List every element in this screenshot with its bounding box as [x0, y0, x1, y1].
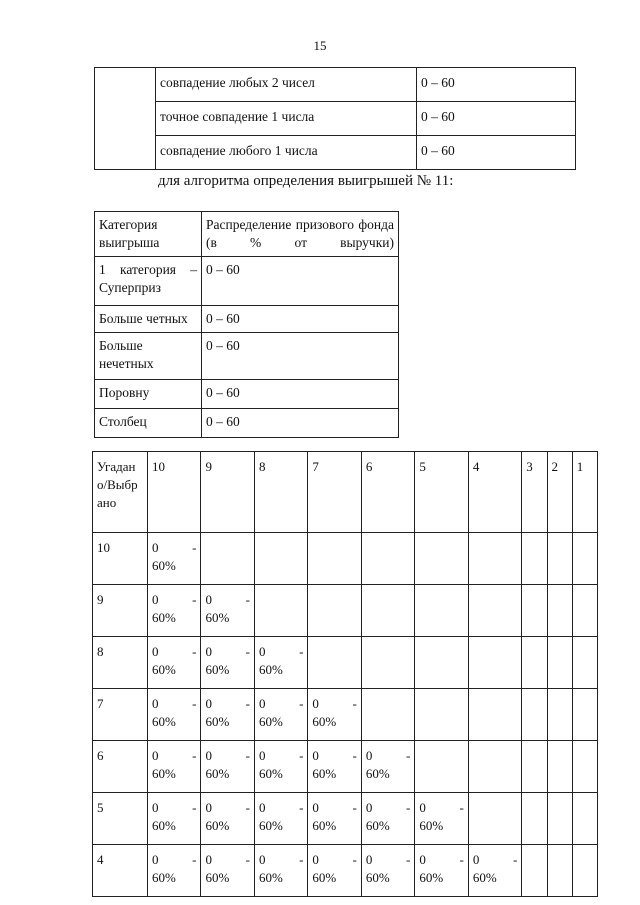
- cell-dash: -: [512, 852, 518, 867]
- matrix-value-cell: [415, 845, 468, 897]
- matrix-empty-cell: [547, 533, 572, 585]
- matrix-empty-cell: [468, 637, 521, 689]
- cell-end: 60%: [205, 610, 230, 625]
- table-row: [95, 409, 399, 438]
- table-row: [95, 102, 576, 136]
- cell-start: 0: [205, 696, 212, 711]
- matrix-row-header: 10: [93, 533, 148, 585]
- matrix-empty-cell: [308, 533, 361, 585]
- cell-dash: -: [459, 800, 464, 815]
- matrix-corner: Угадано/Выбрано: [93, 452, 148, 533]
- cell-end: 60%: [205, 870, 230, 885]
- matrix-value-cell: [201, 585, 254, 637]
- matrix-empty-cell: [468, 793, 521, 845]
- cell-dash: -: [352, 852, 357, 867]
- cell-start: 0: [205, 644, 212, 659]
- matrix-value-cell: [468, 845, 521, 897]
- cell-dash: -: [192, 800, 197, 815]
- cell-dash: -: [352, 696, 357, 711]
- cell-end: 60%: [312, 818, 337, 833]
- value-cell: 0 – 60: [202, 306, 399, 333]
- cell-dash: -: [192, 644, 197, 659]
- cell-start: 0: [258, 800, 266, 815]
- cell-dash: -: [352, 748, 357, 763]
- matrix-empty-cell: [572, 741, 597, 793]
- matrix-empty-cell: [308, 585, 361, 637]
- matrix-empty-cell: [572, 793, 597, 845]
- matrix-value-cell: [148, 793, 201, 845]
- matrix-value-cell: [308, 845, 361, 897]
- table-row: [93, 533, 598, 585]
- cell-dash: -: [406, 852, 411, 867]
- matrix-value-cell: [201, 689, 254, 741]
- cell-start: 0: [152, 644, 159, 659]
- matrix-row-header: 8: [93, 637, 148, 689]
- matrix-empty-cell: [415, 741, 468, 793]
- category-cell: Больше нечетных: [95, 333, 202, 380]
- cell-start: 0: [258, 852, 266, 867]
- cell-start: 0: [365, 800, 373, 815]
- matrix-row-header: 7: [93, 689, 148, 741]
- cell-dash: -: [192, 748, 197, 763]
- matrix-empty-cell: [522, 585, 547, 637]
- matrix-column-header: 4: [468, 452, 521, 533]
- matrix-value-cell: [254, 689, 307, 741]
- matrix-empty-cell: [415, 637, 468, 689]
- cell-start: 0: [312, 748, 319, 763]
- matrix-value-cell: [148, 533, 201, 585]
- cell-end: 60%: [365, 870, 390, 885]
- matrix-empty-cell: [415, 585, 468, 637]
- matrix-empty-cell: [572, 689, 597, 741]
- matrix-column-header: 7: [308, 452, 361, 533]
- table-row: [93, 637, 598, 689]
- matrix-value-cell: [308, 793, 361, 845]
- matrix-empty-cell: [547, 793, 572, 845]
- cell-end: 60%: [152, 766, 176, 781]
- cell-start: 0: [258, 748, 266, 763]
- cell-dash: -: [245, 748, 250, 763]
- table-row: [93, 741, 598, 793]
- matrix-value-cell: [148, 845, 201, 897]
- cell-start: 0: [152, 592, 159, 607]
- matrix-empty-cell: [522, 741, 547, 793]
- matrix-empty-cell: [572, 845, 597, 897]
- cell-end: 60%: [472, 870, 497, 885]
- cell-dash: -: [245, 696, 250, 711]
- cell-end: 60%: [152, 558, 176, 573]
- matrix-column-header: 6: [361, 452, 414, 533]
- value-cell: 0 – 60: [202, 380, 399, 409]
- cell-end: 60%: [312, 766, 337, 781]
- matrix-row-header: 4: [93, 845, 148, 897]
- category-cell: Столбец: [95, 409, 202, 438]
- matrix-empty-cell: [547, 689, 572, 741]
- matrix-empty-cell: [572, 533, 597, 585]
- table-row: [95, 257, 399, 306]
- matrix-value-cell: [308, 741, 361, 793]
- matrix-empty-cell: [522, 637, 547, 689]
- matrix-row-header: 5: [93, 793, 148, 845]
- cell-end: 60%: [258, 714, 283, 729]
- cell-start: 0: [152, 748, 159, 763]
- guessed-chosen-matrix: [92, 451, 598, 897]
- matrix-empty-cell: [522, 533, 547, 585]
- matrix-empty-cell: [547, 741, 572, 793]
- cell-end: 60%: [312, 870, 337, 885]
- cell-start: 0: [312, 852, 319, 867]
- cell-dash: -: [406, 748, 411, 763]
- cell-start: 0: [152, 540, 159, 555]
- cell-end: 60%: [205, 766, 230, 781]
- cell-dash: -: [299, 800, 304, 815]
- cell-dash: -: [192, 696, 197, 711]
- category-cell: Больше четных: [95, 306, 202, 333]
- cell-dash: -: [245, 644, 250, 659]
- category-cell: Поровну: [95, 380, 202, 409]
- cell-start: 0: [419, 852, 426, 867]
- cell-dash: -: [192, 592, 197, 607]
- cell-start: 0: [205, 592, 212, 607]
- matrix-value-cell: [201, 741, 254, 793]
- table1-value: 0 – 60: [417, 102, 576, 136]
- cell-start: 0: [312, 696, 319, 711]
- table-row: [95, 68, 576, 102]
- value-cell: 0 – 60: [202, 257, 399, 306]
- matrix-value-cell: [361, 793, 414, 845]
- cell-start: 0: [312, 800, 319, 815]
- table-row: [93, 689, 598, 741]
- matrix-value-cell: [148, 741, 201, 793]
- matrix-empty-cell: [547, 845, 572, 897]
- table1-value: 0 – 60: [417, 136, 576, 170]
- cell-end: 60%: [258, 662, 283, 677]
- empty-cell: [95, 68, 156, 170]
- cell-end: 60%: [152, 662, 176, 677]
- cell-dash: -: [299, 696, 304, 711]
- matrix-empty-cell: [468, 689, 521, 741]
- cell-dash: -: [299, 644, 304, 659]
- header-category: Категория выигрыша: [95, 212, 202, 257]
- cell-end: 60%: [205, 818, 230, 833]
- matrix-empty-cell: [201, 533, 254, 585]
- cell-start: 0: [205, 852, 212, 867]
- cell-start: 0: [365, 852, 373, 867]
- prize-table-continuation: [94, 67, 576, 170]
- table1-label: совпадение любого 1 числа: [156, 136, 417, 170]
- header-distribution: Распределение призового фонда (в % от выручки): [202, 212, 399, 257]
- table-row: [93, 845, 598, 897]
- matrix-empty-cell: [522, 793, 547, 845]
- cell-dash: -: [192, 540, 197, 555]
- category-cell: 1 категория – Суперприз: [95, 257, 202, 306]
- table-header-row: [95, 212, 399, 257]
- cell-start: 0: [205, 800, 212, 815]
- cell-end: 60%: [152, 714, 176, 729]
- matrix-value-cell: [254, 793, 307, 845]
- matrix-column-header: 8: [254, 452, 307, 533]
- matrix-empty-cell: [361, 637, 414, 689]
- matrix-value-cell: [254, 741, 307, 793]
- cell-dash: -: [245, 852, 250, 867]
- table-row: [95, 380, 399, 409]
- matrix-empty-cell: [572, 637, 597, 689]
- cell-start: 0: [258, 644, 266, 659]
- cell-start: 0: [152, 696, 159, 711]
- cell-dash: -: [192, 852, 197, 867]
- cell-end: 60%: [258, 870, 283, 885]
- matrix-header-row: [93, 452, 598, 533]
- cell-start: 0: [419, 800, 426, 815]
- cell-end: 60%: [258, 818, 283, 833]
- matrix-row-header: 9: [93, 585, 148, 637]
- cell-dash: -: [299, 852, 304, 867]
- cell-start: 0: [472, 852, 480, 867]
- matrix-column-header: 9: [201, 452, 254, 533]
- cell-start: 0: [152, 852, 159, 867]
- matrix-empty-cell: [522, 689, 547, 741]
- cell-end: 60%: [365, 818, 390, 833]
- matrix-value-cell: [201, 845, 254, 897]
- matrix-value-cell: [201, 637, 254, 689]
- value-cell: 0 – 60: [202, 333, 399, 380]
- prize-category-table: [94, 211, 399, 438]
- matrix-empty-cell: [415, 689, 468, 741]
- matrix-value-cell: [148, 689, 201, 741]
- cell-end: 60%: [205, 714, 230, 729]
- matrix-empty-cell: [572, 585, 597, 637]
- matrix-empty-cell: [361, 533, 414, 585]
- matrix-empty-cell: [308, 637, 361, 689]
- matrix-value-cell: [148, 637, 201, 689]
- table1-label: совпадение любых 2 чисел: [156, 68, 417, 102]
- cell-start: 0: [258, 696, 266, 711]
- cell-dash: -: [245, 800, 250, 815]
- table-row: [93, 793, 598, 845]
- matrix-column-header: 5: [415, 452, 468, 533]
- value-cell: 0 – 60: [202, 409, 399, 438]
- cell-end: 60%: [152, 870, 176, 885]
- cell-dash: -: [352, 800, 357, 815]
- cell-end: 60%: [152, 610, 176, 625]
- matrix-value-cell: [254, 845, 307, 897]
- cell-end: 60%: [152, 818, 176, 833]
- cell-start: 0: [205, 748, 212, 763]
- cell-dash: -: [459, 852, 464, 867]
- page-number: 15: [313, 38, 327, 53]
- matrix-empty-cell: [547, 585, 572, 637]
- matrix-empty-cell: [468, 585, 521, 637]
- matrix-value-cell: [308, 689, 361, 741]
- table-row: [95, 333, 399, 380]
- matrix-row-header: 6: [93, 741, 148, 793]
- table1-label: точное совпадение 1 числа: [156, 102, 417, 136]
- cell-end: 60%: [365, 766, 390, 781]
- cell-end: 60%: [205, 662, 230, 677]
- table1-value: 0 – 60: [417, 68, 576, 102]
- cell-end: 60%: [419, 870, 444, 885]
- cell-end: 60%: [419, 818, 444, 833]
- cell-dash: -: [245, 592, 250, 607]
- matrix-value-cell: [201, 793, 254, 845]
- cell-dash: -: [406, 800, 411, 815]
- matrix-column-header: 2: [547, 452, 572, 533]
- cell-dash: -: [299, 748, 304, 763]
- cell-start: 0: [365, 748, 373, 763]
- matrix-empty-cell: [547, 637, 572, 689]
- cell-start: 0: [152, 800, 159, 815]
- matrix-value-cell: [361, 845, 414, 897]
- matrix-empty-cell: [468, 533, 521, 585]
- matrix-empty-cell: [361, 585, 414, 637]
- cell-end: 60%: [312, 714, 337, 729]
- matrix-empty-cell: [254, 533, 307, 585]
- section-heading: для алгоритма определения выигрышей № 11:: [158, 173, 454, 189]
- matrix-column-header: 10: [148, 452, 201, 533]
- matrix-empty-cell: [468, 741, 521, 793]
- matrix-value-cell: [148, 585, 201, 637]
- table-row: [95, 136, 576, 170]
- cell-end: 60%: [258, 766, 283, 781]
- matrix-empty-cell: [415, 533, 468, 585]
- matrix-value-cell: [361, 741, 414, 793]
- matrix-column-header: 1: [572, 452, 597, 533]
- matrix-empty-cell: [522, 845, 547, 897]
- matrix-value-cell: [415, 793, 468, 845]
- table-row: [95, 306, 399, 333]
- table-row: [93, 585, 598, 637]
- matrix-empty-cell: [254, 585, 307, 637]
- matrix-empty-cell: [361, 689, 414, 741]
- matrix-value-cell: [254, 637, 307, 689]
- matrix-column-header: 3: [522, 452, 547, 533]
